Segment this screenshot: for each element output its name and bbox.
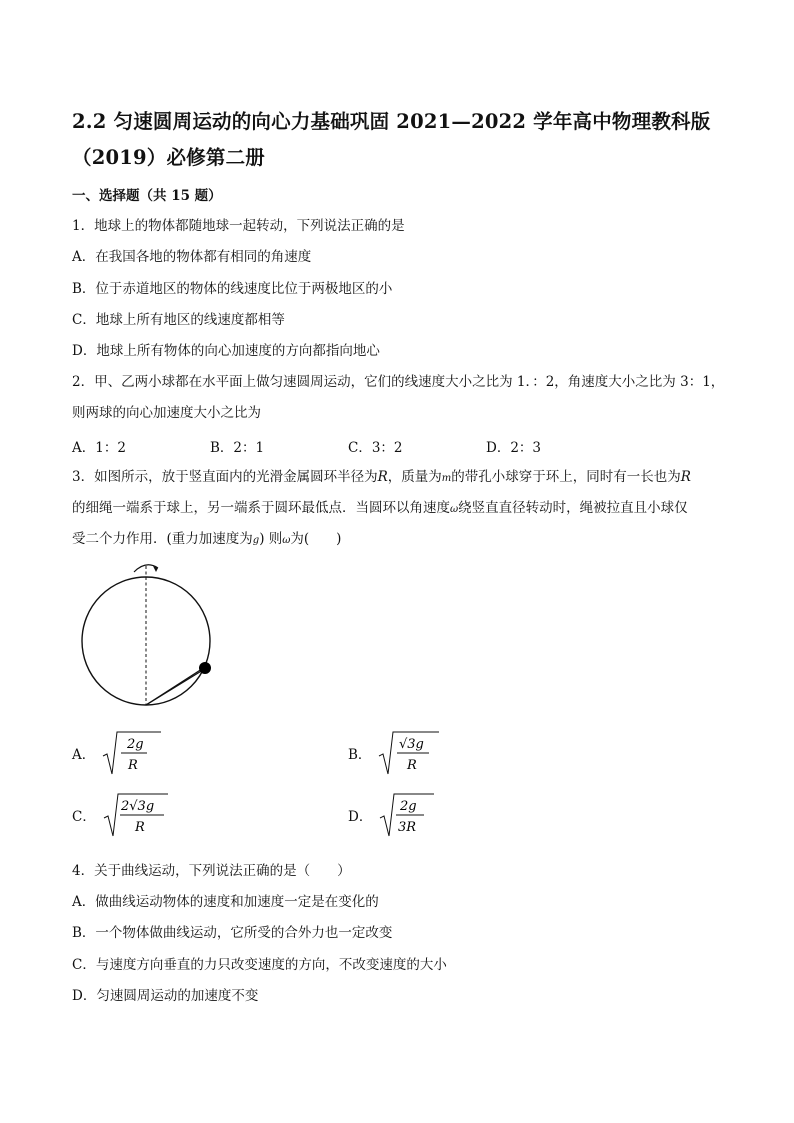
- var-R: R: [377, 469, 388, 485]
- var-m: m: [441, 473, 452, 484]
- q3-text: ，质量为: [387, 469, 442, 485]
- q1-option-a: A．在我国各地的物体都有相同的角速度: [72, 249, 312, 265]
- q2-option-c: C．3：2: [348, 440, 403, 456]
- q2-option-b: B．2：1: [210, 440, 265, 456]
- numerator: 2g: [127, 737, 144, 752]
- q3-text: ) 则: [259, 531, 283, 547]
- ball: [199, 662, 211, 674]
- q3-text: 的带孔小球穿于环上，同时有一长也为: [451, 469, 681, 485]
- q2-stem-line-1: 2．甲、乙两小球都在水平面上做匀速圆周运动，它们的线速度大小之比为 1．：2，角速度大小之比为 3：1，: [72, 374, 725, 390]
- denominator: R: [134, 820, 145, 835]
- var-R: R: [680, 469, 691, 485]
- formula-d: [378, 790, 448, 840]
- numerator: 2g: [400, 799, 417, 814]
- q3-text: 为( ): [290, 531, 342, 547]
- q1-stem: 1．地球上的物体都随地球一起转动，下列说法正确的是: [72, 218, 405, 234]
- var-omega: ω: [282, 535, 291, 546]
- q3-choice-a: [72, 728, 171, 778]
- q2-option-a: A．1：2: [72, 440, 126, 456]
- q4-stem: 4．关于曲线运动，下列说法正确的是（ ）: [72, 863, 351, 879]
- formula-c: [102, 790, 172, 840]
- q1-option-d: D．地球上所有物体的向心加速度的方向都指向地心: [72, 343, 380, 359]
- string-edge: [146, 670, 203, 705]
- choice-label: C．: [72, 809, 96, 825]
- q2-options: [72, 436, 672, 456]
- q3-text: 绕竖直直径转动时，绳被拉直且小球仅: [458, 500, 688, 516]
- choice-label: D．: [348, 809, 373, 825]
- q1-option-c: C．地球上所有地区的线速度都相等: [72, 312, 285, 328]
- q3-text: 3．如图所示，放于竖直面内的光滑金属圆环半径为: [72, 469, 378, 485]
- numerator: √3g: [399, 737, 425, 752]
- q3-choice-c: [72, 790, 172, 840]
- q3-text: 受二个力作用．(重力加速度为: [72, 531, 253, 547]
- q3-text: 的细绳一端系于球上，另一端系于圆环最低点．当圆环以角速度: [72, 500, 450, 516]
- q3-choice-d: [348, 790, 448, 840]
- q4-option-b: B．一个物体做曲线运动，它所受的合外力也一定改变: [72, 925, 393, 941]
- title-line-2: （2019）必修第二册: [72, 146, 265, 169]
- q2-stem-line-2: 则两球的向心加速度大小之比为: [72, 405, 261, 421]
- q3-choice-b: [348, 728, 447, 778]
- q3-stem-line-2: [72, 498, 688, 520]
- section-heading: 一、选择题（共 15 题）: [72, 188, 222, 204]
- numerator: 2√3g: [120, 799, 154, 814]
- q4-option-d: D．匀速圆周运动的加速度不变: [72, 988, 259, 1004]
- formula-b: [377, 728, 447, 778]
- document-title: [72, 104, 752, 176]
- denominator: 3R: [398, 820, 417, 835]
- q1-option-b: B．位于赤道地区的物体的线速度比位于两极地区的小: [72, 281, 393, 297]
- q3-ring-diagram: [72, 556, 232, 716]
- var-g: g: [252, 535, 260, 546]
- q2-option-d: D．2：3: [486, 440, 542, 456]
- var-omega: ω: [450, 504, 459, 515]
- title-line-1: 2.2 匀速圆周运动的向心力基础巩固 2021—2022 学年高中物理教科版: [72, 110, 711, 133]
- denominator: R: [407, 758, 418, 773]
- q3-stem-line-1: [72, 467, 691, 489]
- q3-stem-line-3: [72, 529, 341, 551]
- choice-label: A．: [72, 747, 96, 763]
- choice-label: B．: [348, 747, 372, 763]
- q4-option-c: C．与速度方向垂直的力只改变速度的方向，不改变速度的大小: [72, 957, 447, 973]
- denominator: R: [128, 758, 139, 773]
- formula-a: [101, 728, 171, 778]
- q4-option-a: A．做曲线运动物体的速度和加速度一定是在变化的: [72, 894, 379, 910]
